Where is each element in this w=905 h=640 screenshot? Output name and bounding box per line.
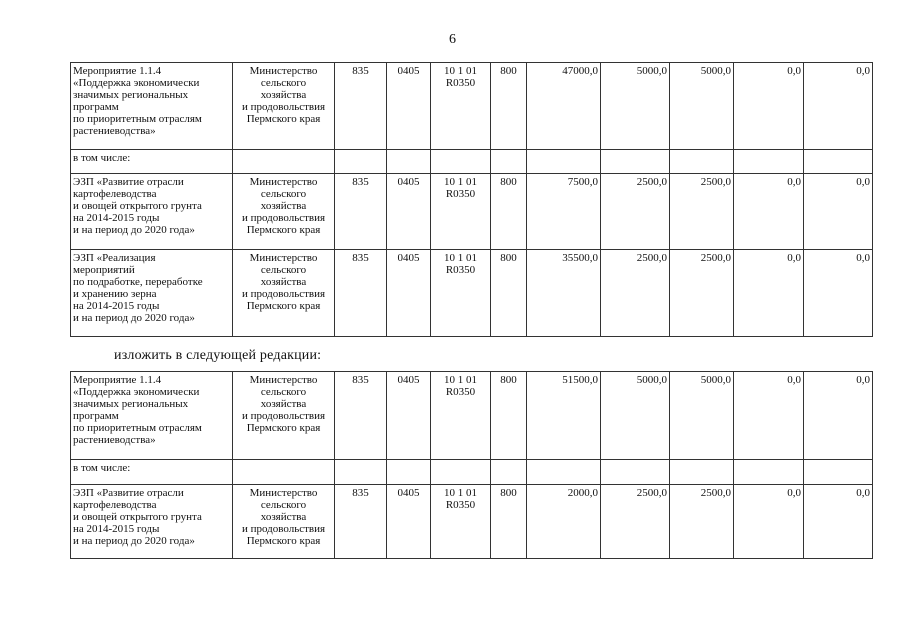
section-code-cell: 0405 <box>387 174 431 250</box>
organization-cell: Министерство сельского хозяйства и продовольствия Пермского края <box>233 174 335 250</box>
amount-cell-5 <box>804 150 873 174</box>
grbs-code-cell: 835 <box>335 250 387 337</box>
amount-cell-5: 0,0 <box>804 174 873 250</box>
expense-type-cell <box>491 460 527 485</box>
amount-cell-1: 35500,0 <box>527 250 601 337</box>
amount-cell-2: 2500,0 <box>601 250 670 337</box>
amount-cell-3: 2500,0 <box>670 485 734 559</box>
amount-cell-1: 47000,0 <box>527 63 601 150</box>
amount-cell-3: 5000,0 <box>670 63 734 150</box>
activity-name-cell: ЭЗП «Реализация мероприятий по подработке, переработке и хранению зерна на 2014-2015 годы и на период до 2020 года» <box>71 250 233 337</box>
section-code-cell <box>387 460 431 485</box>
amount-cell-3 <box>670 460 734 485</box>
target-article-cell <box>431 150 491 174</box>
amendment-instruction: изложить в следующей редакции: <box>114 348 322 363</box>
amount-cell-4: 0,0 <box>734 63 804 150</box>
organization-cell: Министерство сельского хозяйства и продовольствия Пермского края <box>233 372 335 460</box>
amount-cell-2 <box>601 150 670 174</box>
grbs-code-cell: 835 <box>335 63 387 150</box>
amount-cell-5: 0,0 <box>804 372 873 460</box>
table-row <box>71 250 873 337</box>
amount-cell-3: 5000,0 <box>670 372 734 460</box>
amount-cell-2: 5000,0 <box>601 372 670 460</box>
expense-type-cell: 800 <box>491 63 527 150</box>
table-row <box>71 485 873 559</box>
activity-name-cell: ЭЗП «Развитие отрасли картофелеводства и овощей открытого грунта на 2014-2015 годы и на период до 2020 года» <box>71 174 233 250</box>
target-article-cell: 10 1 01 R0350 <box>431 63 491 150</box>
activity-name-cell: Мероприятие 1.1.4 «Поддержка экономически значимых региональных программ по приоритетным отраслям растениеводства» <box>71 63 233 150</box>
expense-type-cell <box>491 150 527 174</box>
activity-name-cell: ЭЗП «Развитие отрасли картофелеводства и овощей открытого грунта на 2014-2015 годы и на период до 2020 года» <box>71 485 233 559</box>
amount-cell-4: 0,0 <box>734 372 804 460</box>
grbs-code-cell: 835 <box>335 174 387 250</box>
page-number: 6 <box>449 32 456 47</box>
amount-cell-5: 0,0 <box>804 250 873 337</box>
target-article-cell: 10 1 01 R0350 <box>431 250 491 337</box>
section-code-cell: 0405 <box>387 250 431 337</box>
grbs-code-cell <box>335 150 387 174</box>
section-code-cell: 0405 <box>387 485 431 559</box>
table-row <box>71 63 873 150</box>
target-article-cell <box>431 460 491 485</box>
table-row <box>71 150 873 174</box>
budget-table-after <box>70 371 873 559</box>
target-article-cell: 10 1 01 R0350 <box>431 174 491 250</box>
grbs-code-cell: 835 <box>335 372 387 460</box>
amount-cell-4: 0,0 <box>734 174 804 250</box>
amount-cell-2 <box>601 460 670 485</box>
activity-name-cell: в том числе: <box>71 150 233 174</box>
amount-cell-2: 2500,0 <box>601 174 670 250</box>
amount-cell-1 <box>527 150 601 174</box>
organization-cell <box>233 460 335 485</box>
amount-cell-2: 5000,0 <box>601 63 670 150</box>
activity-name-cell: Мероприятие 1.1.4 «Поддержка экономически значимых региональных программ по приоритетным отраслям растениеводства» <box>71 372 233 460</box>
amount-cell-3: 2500,0 <box>670 250 734 337</box>
amount-cell-5 <box>804 460 873 485</box>
amount-cell-4 <box>734 460 804 485</box>
grbs-code-cell: 835 <box>335 485 387 559</box>
amount-cell-3: 2500,0 <box>670 174 734 250</box>
amount-cell-2: 2500,0 <box>601 485 670 559</box>
target-article-cell: 10 1 01 R0350 <box>431 485 491 559</box>
target-article-cell: 10 1 01 R0350 <box>431 372 491 460</box>
amount-cell-5: 0,0 <box>804 63 873 150</box>
amount-cell-3 <box>670 150 734 174</box>
amount-cell-4 <box>734 150 804 174</box>
amount-cell-1 <box>527 460 601 485</box>
organization-cell <box>233 150 335 174</box>
expense-type-cell: 800 <box>491 250 527 337</box>
amount-cell-4: 0,0 <box>734 485 804 559</box>
organization-cell: Министерство сельского хозяйства и продовольствия Пермского края <box>233 250 335 337</box>
budget-table-before <box>70 62 873 337</box>
amount-cell-4: 0,0 <box>734 250 804 337</box>
expense-type-cell: 800 <box>491 372 527 460</box>
organization-cell: Министерство сельского хозяйства и продовольствия Пермского края <box>233 485 335 559</box>
table-row <box>71 174 873 250</box>
expense-type-cell: 800 <box>491 174 527 250</box>
amount-cell-1: 51500,0 <box>527 372 601 460</box>
expense-type-cell: 800 <box>491 485 527 559</box>
section-code-cell: 0405 <box>387 63 431 150</box>
organization-cell: Министерство сельского хозяйства и продовольствия Пермского края <box>233 63 335 150</box>
grbs-code-cell <box>335 460 387 485</box>
amount-cell-5: 0,0 <box>804 485 873 559</box>
section-code-cell: 0405 <box>387 372 431 460</box>
activity-name-cell: в том числе: <box>71 460 233 485</box>
amount-cell-1: 2000,0 <box>527 485 601 559</box>
amount-cell-1: 7500,0 <box>527 174 601 250</box>
section-code-cell <box>387 150 431 174</box>
table-row <box>71 372 873 460</box>
table-row <box>71 460 873 485</box>
